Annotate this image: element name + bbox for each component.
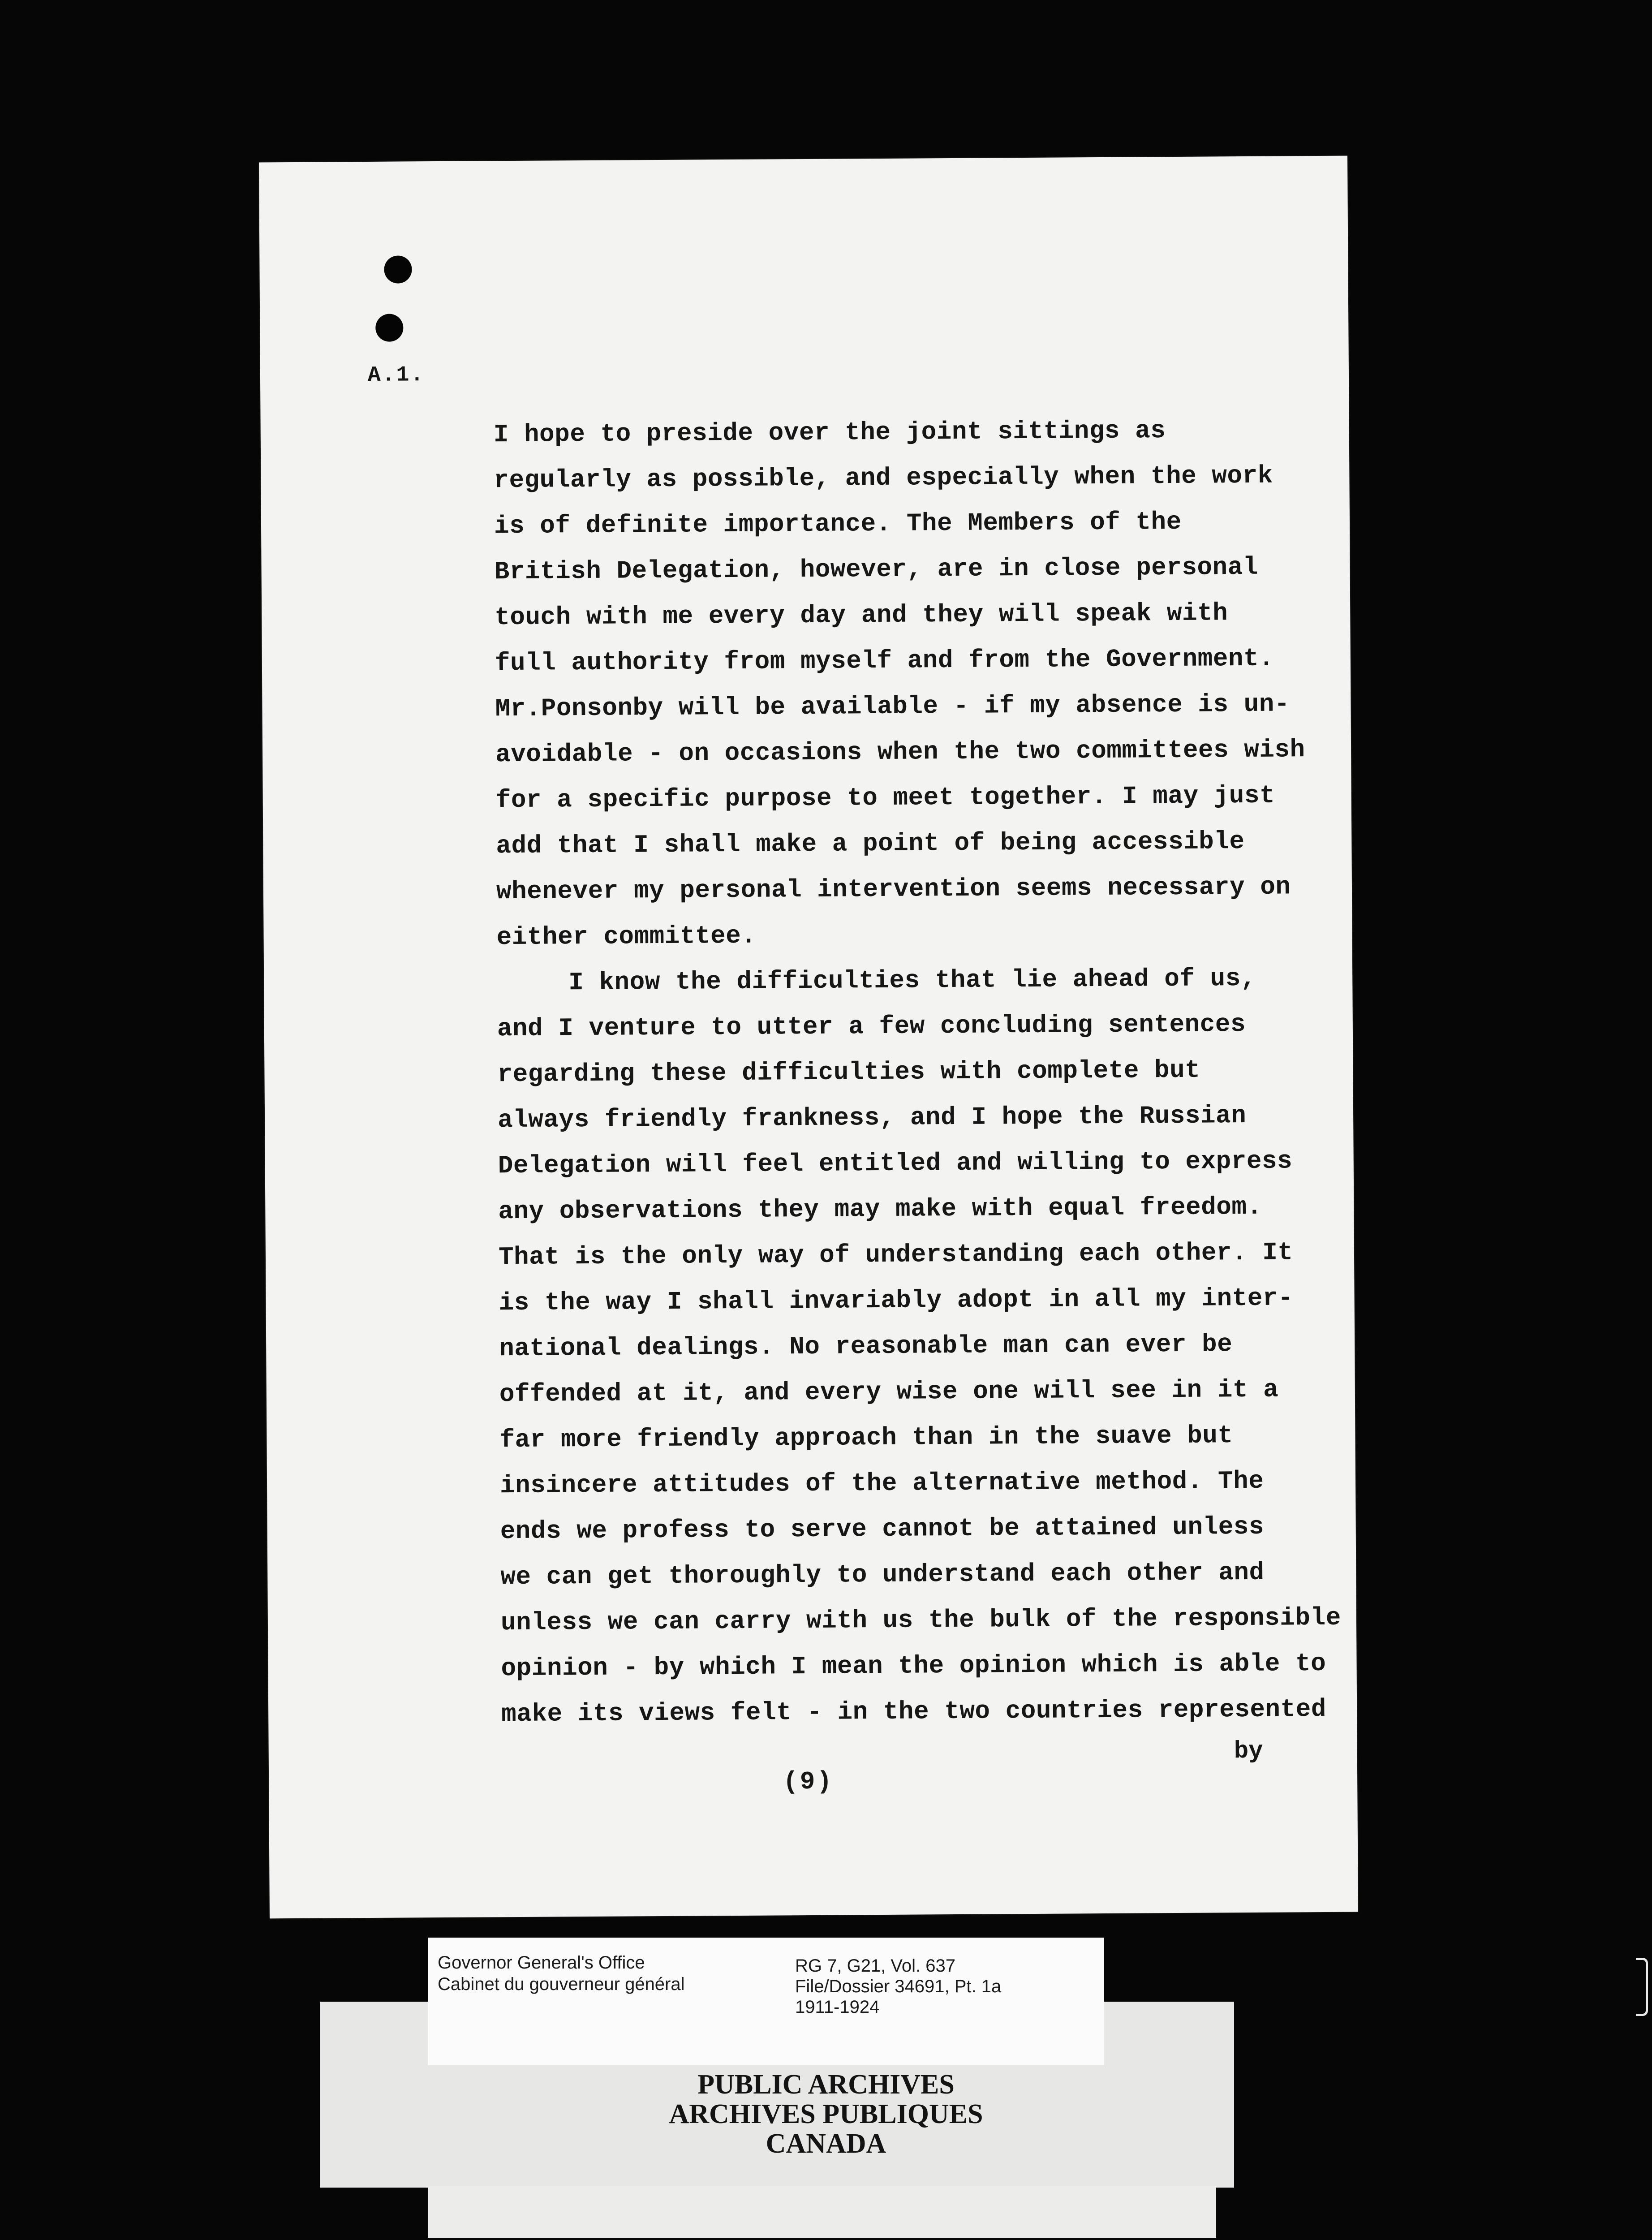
text-line: opinion - by which I mean the opinion which is able to [501, 1649, 1326, 1683]
text-line: I hope to preside over the joint sittings as [493, 416, 1166, 449]
text-line: we can get thoroughly to understand each other and [500, 1558, 1265, 1592]
archive-stamp-base [428, 2186, 1216, 2238]
office-name-french: Cabinet du gouverneur général [438, 1974, 685, 1994]
text-line: whenever my personal intervention seems necessary on [496, 872, 1291, 906]
stamp-line-english: PUBLIC ARCHIVES [697, 2069, 955, 2100]
text-line: regularly as possible, and especially when the work [494, 461, 1273, 495]
text-line: for a specific purpose to meet together. I may just [495, 781, 1275, 815]
text-line: either committee. [496, 921, 757, 952]
text-line: I know the difficulties that lie ahead of us, [568, 964, 1256, 997]
office-name-english: Governor General's Office [438, 1953, 645, 1973]
date-range: 1911-1924 [795, 1997, 880, 2017]
stamp-line-country: CANADA [766, 2128, 886, 2159]
body-text [493, 407, 1352, 1737]
text-line: That is the only way of understanding each other. It [498, 1238, 1293, 1272]
text-line: British Delegation, however, are in close personal [494, 552, 1259, 586]
text-line: any observations they may make with equal freedom. [498, 1192, 1262, 1226]
continuation-word: by [1234, 1737, 1263, 1766]
text-line: ends we profess to serve cannot be attained unless [500, 1512, 1265, 1546]
text-line: and I venture to utter a few concluding sentences [497, 1010, 1246, 1043]
text-line: is the way I shall invariably adopt in all my inter- [499, 1284, 1294, 1318]
text-line: Mr.Ponsonby will be available - if my absence is un- [495, 689, 1290, 724]
punch-hole-icon [384, 255, 412, 283]
text-line: Delegation will feel entitled and willing to express [498, 1146, 1293, 1180]
text-line: far more friendly approach than in the suave but [499, 1421, 1233, 1455]
film-edge-mark-icon [1636, 1958, 1648, 2016]
document-page [259, 156, 1358, 1919]
text-line: make its views felt - in the two countries represented [501, 1694, 1327, 1729]
text-line: unless we can carry with us the bulk of the responsible [500, 1603, 1341, 1637]
stamp-line-french: ARCHIVES PUBLIQUES [669, 2099, 983, 2129]
text-line: avoidable - on occasions when the two committees wish [495, 735, 1305, 769]
text-line: add that I shall make a point of being accessible [496, 827, 1245, 861]
text-line: national dealings. No reasonable man can ever be [499, 1330, 1233, 1363]
record-group: RG 7, G21, Vol. 637 [795, 1956, 955, 1976]
text-line: insincere attitudes of the alternative method. The [499, 1466, 1264, 1500]
text-line: full authority from myself and from the Government. [495, 644, 1274, 678]
text-line: is of definite importance. The Members of the [494, 507, 1182, 541]
file-number: File/Dossier 34691, Pt. 1a [795, 1977, 1002, 1996]
public-archives-stamp [0, 2070, 1652, 2158]
punch-hole-icon [375, 314, 403, 341]
record-reference [795, 1956, 1001, 2017]
page-number: (9) [783, 1767, 834, 1796]
text-line: regarding these difficulties with complete but [497, 1055, 1200, 1089]
text-line: touch with me every day and they will speak with [495, 599, 1228, 632]
reference-code: A.1. [367, 363, 425, 388]
text-line: offended at it, and every wise one will see in it a [499, 1375, 1279, 1409]
text-line: always friendly frankness, and I hope the Russian [497, 1101, 1247, 1135]
office-label [438, 1952, 685, 1995]
archive-label-card [428, 1938, 1104, 2065]
